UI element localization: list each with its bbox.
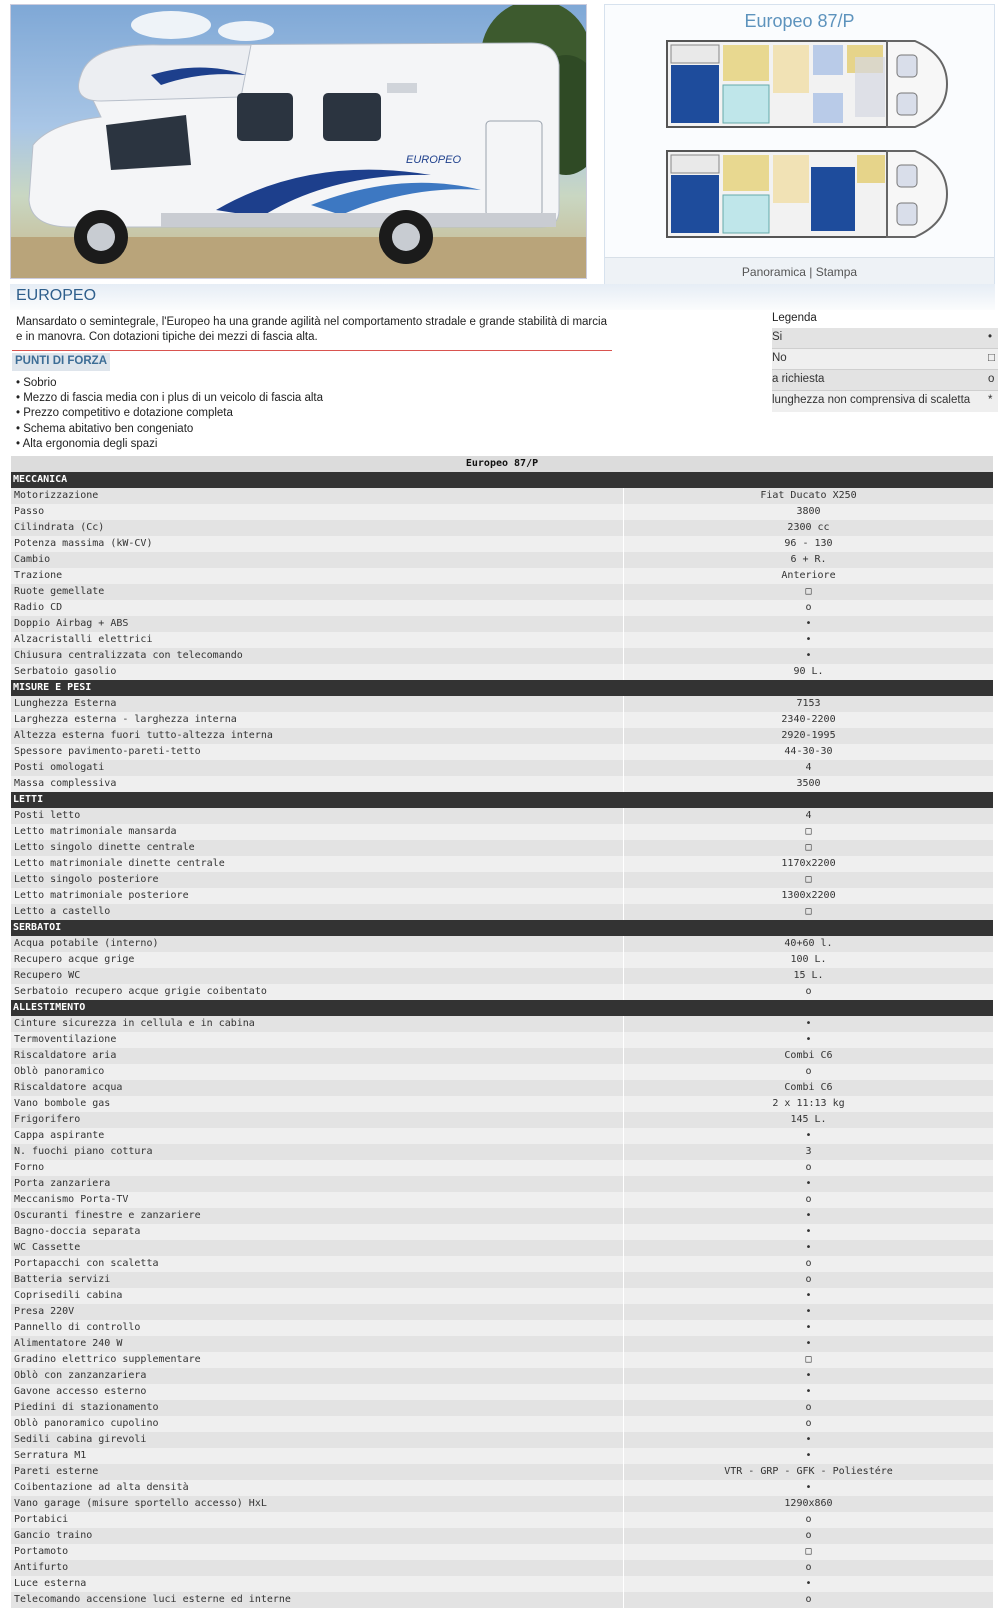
spec-table xyxy=(11,456,993,1608)
legend-symbol: □ xyxy=(988,352,995,364)
table-row xyxy=(11,888,993,904)
table-row xyxy=(11,1352,993,1368)
spec-value: 2300 cc xyxy=(787,522,830,533)
table-row xyxy=(11,568,993,584)
table-row xyxy=(11,1560,993,1576)
table-row xyxy=(11,1416,993,1432)
spec-label: Coprisedili cabina xyxy=(11,1288,624,1304)
spec-label: Coibentazione ad alta densità xyxy=(11,1480,624,1496)
spec-value: 4 xyxy=(805,762,812,773)
table-row xyxy=(11,616,993,632)
spec-value: 90 L. xyxy=(793,666,824,677)
table-row xyxy=(11,536,993,552)
table-row xyxy=(11,1592,993,1608)
spec-label: Meccanismo Porta-TV xyxy=(11,1192,624,1208)
strength-item: • Sobrio xyxy=(16,377,57,389)
spec-value: VTR - GRP - GFK - Poliestére xyxy=(724,1466,893,1477)
link-separator: | xyxy=(805,265,816,279)
spec-label: Pareti esterne xyxy=(11,1464,624,1480)
table-row xyxy=(11,1304,993,1320)
table-row xyxy=(11,1336,993,1352)
spec-label: Lunghezza Esterna xyxy=(11,696,624,712)
spec-label: Vano garage (misure sportello accesso) HxL xyxy=(11,1496,624,1512)
spec-value: • xyxy=(805,1242,812,1253)
table-row xyxy=(11,1272,993,1288)
section-rows xyxy=(11,1016,993,1608)
spec-label: Luce esterna xyxy=(11,1576,624,1592)
legend-row xyxy=(772,370,998,391)
legend-symbol: • xyxy=(988,331,993,343)
spec-label: Termoventilazione xyxy=(11,1032,624,1048)
spec-value: 2920-1995 xyxy=(781,730,836,741)
spec-value: Fiat Ducato X250 xyxy=(760,490,857,501)
legend-row xyxy=(772,328,998,349)
table-row xyxy=(11,1544,993,1560)
spec-label: Piedini di stazionamento xyxy=(11,1400,624,1416)
spec-value: • xyxy=(805,1290,812,1301)
spec-value: • xyxy=(805,634,812,645)
spec-label: Serratura M1 xyxy=(11,1448,624,1464)
legend-row xyxy=(772,391,998,412)
table-row xyxy=(11,1064,993,1080)
spec-value: • xyxy=(805,1130,812,1141)
spec-label: Oblò panoramico cupolino xyxy=(11,1416,624,1432)
header-area xyxy=(10,4,995,284)
spec-value: □ xyxy=(805,586,812,597)
spec-value: 1170x2200 xyxy=(781,858,836,869)
spec-label: Gancio traino xyxy=(11,1528,624,1544)
spec-label: Letto matrimoniale mansarda xyxy=(11,824,624,840)
table-row xyxy=(11,1224,993,1240)
spec-label: Forno xyxy=(11,1160,624,1176)
section-header: SERBATOI xyxy=(11,920,993,936)
table-row xyxy=(11,1032,993,1048)
spec-label: Larghezza esterna - larghezza interna xyxy=(11,712,624,728)
table-row xyxy=(11,488,993,504)
spec-value: • xyxy=(805,1322,812,1333)
spec-label: Letto singolo posteriore xyxy=(11,872,624,888)
table-row xyxy=(11,744,993,760)
table-row xyxy=(11,1496,993,1512)
legend-title: Legenda xyxy=(772,312,817,324)
table-row xyxy=(11,1048,993,1064)
table-row xyxy=(11,520,993,536)
motorhome-illustration xyxy=(11,5,587,279)
spec-value: • xyxy=(805,1034,812,1045)
stampa-link[interactable]: Stampa xyxy=(815,265,858,279)
spec-label: Potenza massima (kW-CV) xyxy=(11,536,624,552)
table-row xyxy=(11,904,993,920)
spec-label: Passo xyxy=(11,504,624,520)
table-row xyxy=(11,1512,993,1528)
spec-label: Alimentatore 240 W xyxy=(11,1336,624,1352)
spec-label: Cappa aspirante xyxy=(11,1128,624,1144)
spec-value: 1290x860 xyxy=(784,1498,833,1509)
spec-label: Doppio Airbag + ABS xyxy=(11,616,624,632)
spec-label: Serbatoio recupero acque grigie coibentato xyxy=(11,984,624,1000)
table-row xyxy=(11,1528,993,1544)
plan-links xyxy=(605,257,994,285)
section-header: ALLESTIMENTO xyxy=(11,1000,993,1016)
spec-label: Altezza esterna fuori tutto-altezza interna xyxy=(11,728,624,744)
spec-label: Portamoto xyxy=(11,1544,624,1560)
spec-value: • xyxy=(805,1578,812,1589)
spec-value: 4 xyxy=(805,810,812,821)
table-row xyxy=(11,1576,993,1592)
spec-label: Motorizzazione xyxy=(11,488,624,504)
table-row xyxy=(11,1128,993,1144)
table-row xyxy=(11,1480,993,1496)
spec-label: Radio CD xyxy=(11,600,624,616)
spec-label: Recupero acque grige xyxy=(11,952,624,968)
spec-value: o xyxy=(805,1530,812,1541)
table-row xyxy=(11,856,993,872)
spec-value: □ xyxy=(805,842,812,853)
spec-label: Oblò panoramico xyxy=(11,1064,624,1080)
spec-value: 3800 xyxy=(796,506,821,517)
spec-label: Portapacchi con scaletta xyxy=(11,1256,624,1272)
spec-value: □ xyxy=(805,1354,812,1365)
table-row xyxy=(11,1016,993,1032)
spec-value: • xyxy=(805,1338,812,1349)
spec-value: □ xyxy=(805,826,812,837)
spec-value: o xyxy=(805,1514,812,1525)
table-row xyxy=(11,1384,993,1400)
spec-value: 15 L. xyxy=(793,970,824,981)
spec-value: 145 L. xyxy=(790,1114,827,1125)
spec-value: 3500 xyxy=(796,778,821,789)
table-row xyxy=(11,664,993,680)
section-rows xyxy=(11,696,993,792)
spec-value: • xyxy=(805,1386,812,1397)
spec-label: Sedili cabina girevoli xyxy=(11,1432,624,1448)
table-title: Europeo 87/P xyxy=(11,456,993,472)
spec-value: • xyxy=(805,1434,812,1445)
spec-label: Gavone accesso esterno xyxy=(11,1384,624,1400)
floorplan-panel xyxy=(604,4,995,284)
table-row xyxy=(11,1288,993,1304)
floorplan-night xyxy=(665,147,949,242)
table-row xyxy=(11,696,993,712)
spec-value: 100 L. xyxy=(790,954,827,965)
spec-value: o xyxy=(805,1162,812,1173)
strength-item: • Alta ergonomia degli spazi xyxy=(16,437,158,450)
spec-label: Gradino elettrico supplementare xyxy=(11,1352,624,1368)
table-row xyxy=(11,1240,993,1256)
section-rows xyxy=(11,936,993,1000)
table-row xyxy=(11,1096,993,1112)
legend-label: a richiesta xyxy=(772,373,825,385)
plan-title: Europeo 87/P xyxy=(744,11,855,31)
section-header: LETTI xyxy=(11,792,993,808)
strengths-label: PUNTI DI FORZA xyxy=(12,353,110,371)
table-row xyxy=(11,1112,993,1128)
legend-symbol: * xyxy=(988,394,993,406)
spec-label: Letto matrimoniale dinette centrale xyxy=(11,856,624,872)
spec-value: • xyxy=(805,1018,812,1029)
spec-value: • xyxy=(805,1370,812,1381)
spec-label: Oblò con zanzanzariera xyxy=(11,1368,624,1384)
spec-label: Massa complessiva xyxy=(11,776,624,792)
spec-label: Serbatoio gasolio xyxy=(11,664,624,680)
spec-value: o xyxy=(805,1066,812,1077)
table-row xyxy=(11,584,993,600)
section-header: MECCANICA xyxy=(11,472,993,488)
table-row xyxy=(11,1080,993,1096)
table-row xyxy=(11,1176,993,1192)
spec-label: Letto matrimoniale posteriore xyxy=(11,888,624,904)
spec-value: Combi C6 xyxy=(784,1082,833,1093)
spec-label: Portabici xyxy=(11,1512,624,1528)
motorhome-photo xyxy=(10,4,587,279)
strength-item: • Prezzo competitivo e dotazione completa xyxy=(16,407,233,420)
spec-value: 96 - 130 xyxy=(784,538,833,549)
section-rows xyxy=(11,808,993,920)
section-header: MISURE E PESI xyxy=(11,680,993,696)
legend-symbol: o xyxy=(988,373,995,385)
spec-value: • xyxy=(805,1482,812,1493)
table-row xyxy=(11,1432,993,1448)
spec-label: Frigorifero xyxy=(11,1112,624,1128)
spec-label: Recupero WC xyxy=(11,968,624,984)
legend-row xyxy=(772,349,998,370)
table-row xyxy=(11,1144,993,1160)
spec-label: WC Cassette xyxy=(11,1240,624,1256)
spec-label: Alzacristalli elettrici xyxy=(11,632,624,648)
strength-item: • Schema abitativo ben congeniato xyxy=(16,422,194,435)
spec-label: Cambio xyxy=(11,552,624,568)
spec-value: • xyxy=(805,618,812,629)
spec-value: Anteriore xyxy=(781,570,836,581)
spec-value: • xyxy=(805,1306,812,1317)
table-row xyxy=(11,728,993,744)
spec-value: o xyxy=(805,1258,812,1269)
spec-value: 6 + R. xyxy=(790,554,827,565)
spec-value: o xyxy=(805,986,812,997)
spec-value: o xyxy=(805,1594,812,1605)
spec-value: • xyxy=(805,1210,812,1221)
table-row xyxy=(11,1208,993,1224)
table-row xyxy=(11,632,993,648)
table-row xyxy=(11,552,993,568)
spec-value: o xyxy=(805,1274,812,1285)
spec-label: Antifurto xyxy=(11,1560,624,1576)
table-row xyxy=(11,968,993,984)
table-row xyxy=(11,1256,993,1272)
strength-item: • Mezzo di fascia media con i plus di un veicolo di fascia alta xyxy=(16,392,324,405)
model-heading-band xyxy=(10,284,995,310)
spec-value: 2 x 11:13 kg xyxy=(772,1098,845,1109)
spec-label: Spessore pavimento-pareti-tetto xyxy=(11,744,624,760)
spec-label: Posti letto xyxy=(11,808,624,824)
table-row xyxy=(11,1368,993,1384)
spec-label: Pannello di controllo xyxy=(11,1320,624,1336)
table-row xyxy=(11,1160,993,1176)
spec-label: Acqua potabile (interno) xyxy=(11,936,624,952)
divider xyxy=(12,350,612,351)
spec-label: Cinture sicurezza in cellula e in cabina xyxy=(11,1016,624,1032)
legend-label: No xyxy=(772,352,787,364)
spec-label: Riscaldatore aria xyxy=(11,1048,624,1064)
legend-label: lunghezza non comprensiva di scaletta xyxy=(772,394,971,406)
table-row xyxy=(11,840,993,856)
spec-value: 7153 xyxy=(796,698,821,709)
spec-value: o xyxy=(805,1194,812,1205)
spec-label: Cilindrata (Cc) xyxy=(11,520,624,536)
table-row xyxy=(11,872,993,888)
spec-value: o xyxy=(805,1418,812,1429)
spec-value: 40+60 l. xyxy=(784,938,833,949)
section-rows xyxy=(11,488,993,680)
spec-label: Vano bombole gas xyxy=(11,1096,624,1112)
spec-label: Bagno-doccia separata xyxy=(11,1224,624,1240)
spec-label: Presa 220V xyxy=(11,1304,624,1320)
spec-label: Chiusura centralizzata con telecomando xyxy=(11,648,624,664)
spec-label: Ruote gemellate xyxy=(11,584,624,600)
table-row xyxy=(11,824,993,840)
spec-value: o xyxy=(805,1402,812,1413)
table-row xyxy=(11,712,993,728)
table-row xyxy=(11,1448,993,1464)
panoramica-link[interactable]: Panoramica xyxy=(741,265,806,279)
table-row xyxy=(11,1192,993,1208)
svg-text:EUROPEO: EUROPEO xyxy=(406,154,462,166)
spec-value: 44-30-30 xyxy=(784,746,833,757)
table-row xyxy=(11,984,993,1000)
table-row xyxy=(11,600,993,616)
spec-label: Porta zanzariera xyxy=(11,1176,624,1192)
spec-label: Letto a castello xyxy=(11,904,624,920)
strengths-list xyxy=(16,376,323,452)
table-row xyxy=(11,776,993,792)
table-row xyxy=(11,1400,993,1416)
table-row xyxy=(11,952,993,968)
spec-value: • xyxy=(805,1178,812,1189)
spec-label: Oscuranti finestre e zanzariere xyxy=(11,1208,624,1224)
spec-label: Trazione xyxy=(11,568,624,584)
table-row xyxy=(11,760,993,776)
spec-label: Letto singolo dinette centrale xyxy=(11,840,624,856)
model-description: Mansardato o semintegrale, l'Europeo ha una grande agilità nel comportamento stradale e grande stabilità di marcia e in manovra. Con dotazioni tipiche dei mezzi di fascia alta. xyxy=(16,316,607,343)
spec-value: • xyxy=(805,1450,812,1461)
spec-label: N. fuochi piano cottura xyxy=(11,1144,624,1160)
spec-value: 2340-2200 xyxy=(781,714,836,725)
table-row xyxy=(11,936,993,952)
spec-value: 1300x2200 xyxy=(781,890,836,901)
table-row xyxy=(11,808,993,824)
spec-label: Posti omologati xyxy=(11,760,624,776)
table-row xyxy=(11,648,993,664)
spec-value: □ xyxy=(805,874,812,885)
table-row xyxy=(11,1320,993,1336)
legend-label: Si xyxy=(772,331,783,343)
table-row xyxy=(11,1464,993,1480)
spec-value: □ xyxy=(805,1546,812,1557)
spec-value: o xyxy=(805,602,812,613)
spec-label: Telecomando accensione luci esterne ed interne xyxy=(11,1592,624,1608)
spec-label: Batteria servizi xyxy=(11,1272,624,1288)
spec-value: o xyxy=(805,1562,812,1573)
spec-value: • xyxy=(805,1226,812,1237)
legend xyxy=(772,312,998,412)
spec-value: • xyxy=(805,650,812,661)
model-name: EUROPEO xyxy=(16,287,97,304)
table-row xyxy=(11,504,993,520)
spec-value: Combi C6 xyxy=(784,1050,833,1061)
spec-value: 3 xyxy=(805,1146,812,1157)
floorplan-day xyxy=(665,37,949,132)
spec-label: Riscaldatore acqua xyxy=(11,1080,624,1096)
spec-value: □ xyxy=(805,906,812,917)
